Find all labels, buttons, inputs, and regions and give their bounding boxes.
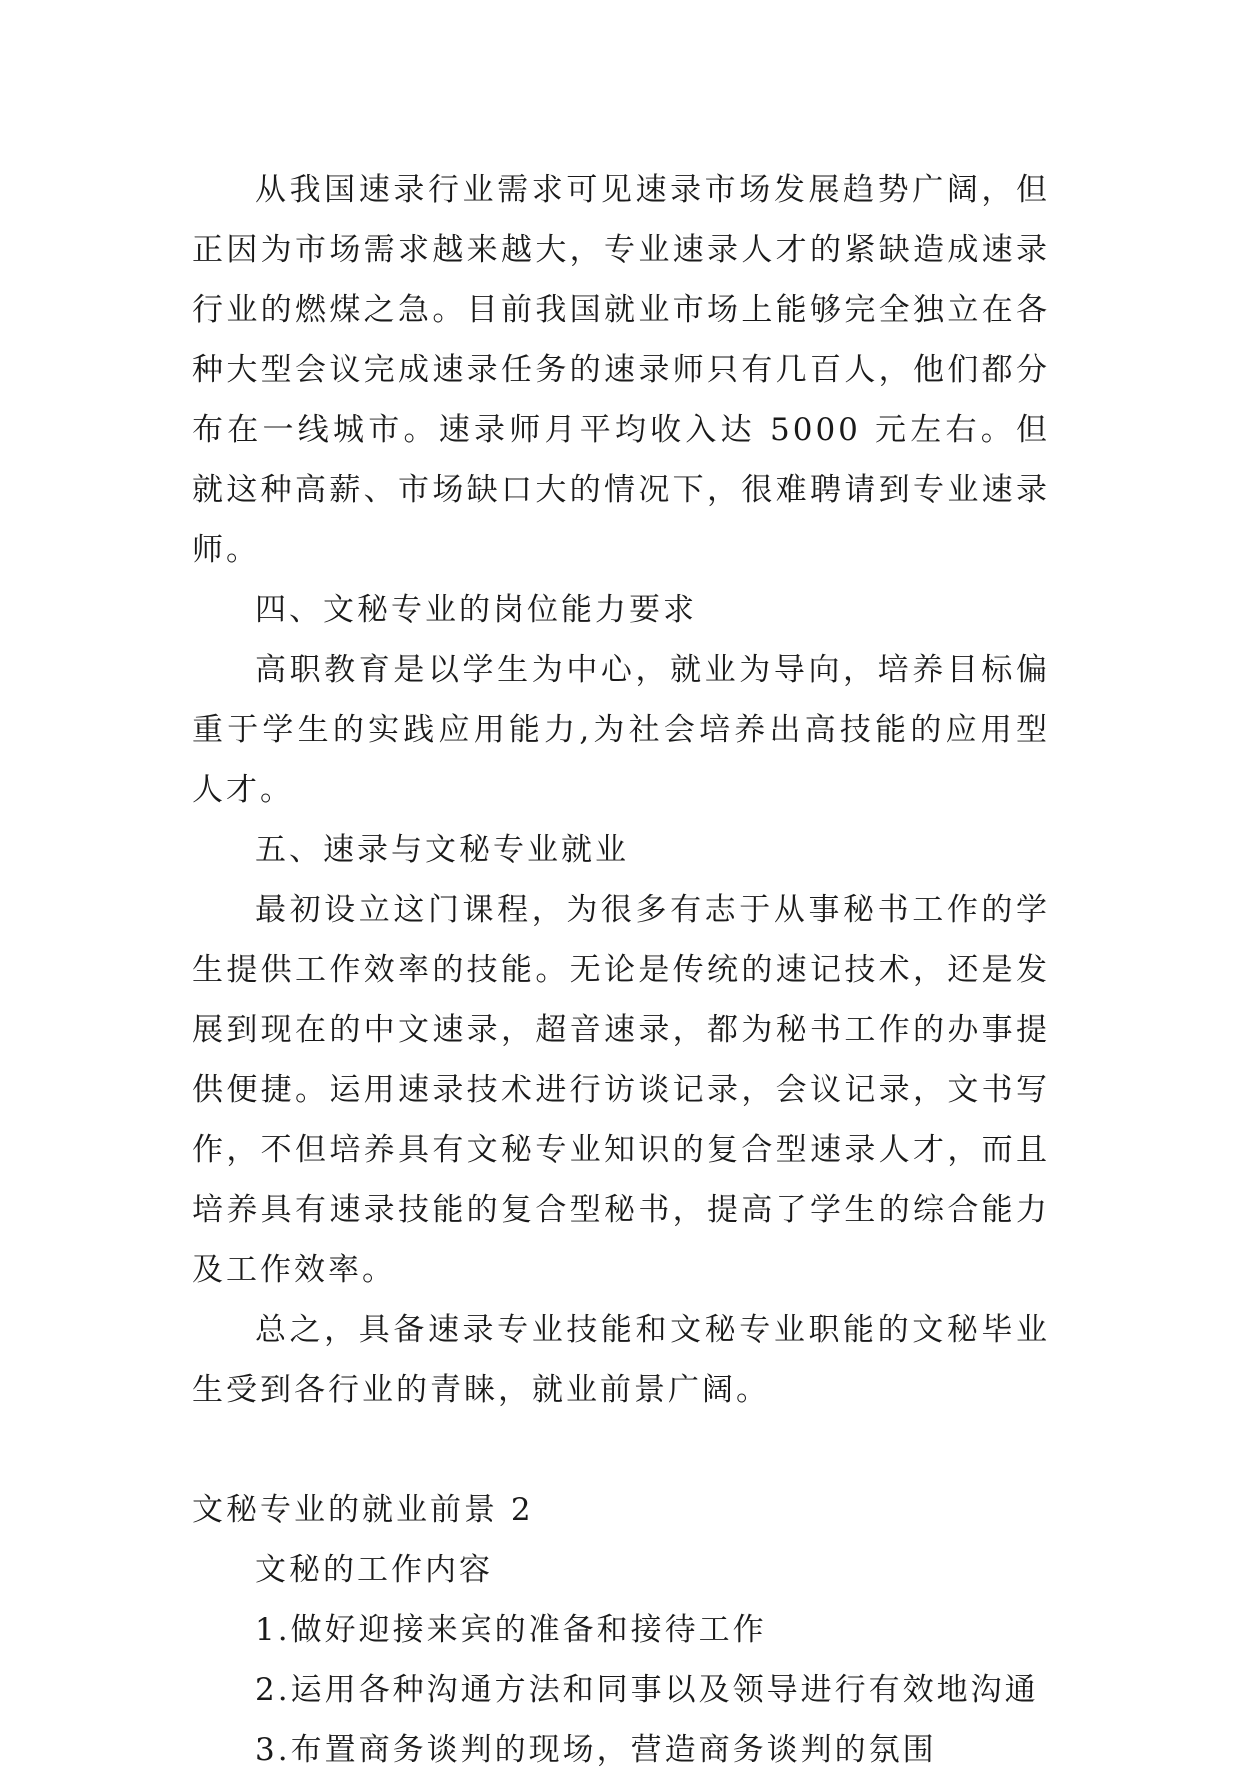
subheading-work-content: 文秘的工作内容	[255, 1552, 493, 1588]
heading-section-5: 五、速录与文秘专业就业	[255, 832, 629, 868]
heading-section-4: 四、文秘专业的岗位能力要求	[255, 592, 697, 628]
list-item: 2.运用各种沟通方法和同事以及领导进行有效地沟通	[255, 1672, 1039, 1708]
list-item: 3.布置商务谈判的现场，营造商务谈判的氛围	[255, 1732, 937, 1768]
paragraph-course-origin: 最初设立这门课程，为很多有志于从事秘书工作的学生提供工作效率的技能。无论是传统的速记技术，还是发展到现在的中文速录，超音速录，都为秘书工作的办事提供便捷。运用速录技术进行访谈记录，会议记录，文书写作，不但培养具有文秘专业知识的复合型速录人才，而且培养具有速录技能的复合型秘书，提高了学生的综合能力及工作效率。	[192, 892, 1050, 1288]
list-item: 1.做好迎接来宾的准备和接待工作	[255, 1612, 767, 1648]
document-body	[192, 160, 1050, 1780]
work-content-list	[192, 1600, 1050, 1780]
paragraph-conclusion: 总之，具备速录专业技能和文秘专业职能的文秘毕业生受到各行业的青睐，就业前景广阔。	[192, 1312, 1050, 1408]
section-title: 文秘专业的就业前景 2	[192, 1492, 534, 1528]
paragraph-market-demand: 从我国速录行业需求可见速录市场发展趋势广阔，但正因为市场需求越来越大，专业速录人才的紧缺造成速录行业的燃煤之急。目前我国就业市场上能够完全独立在各种大型会议完成速录任务的速录师只有几百人，他们都分布在一线城市。速录师月平均收入达 5000 元左右。但就这种高薪、市场缺口大的情况下，很难聘请到专业速录师。	[192, 172, 1050, 568]
paragraph-vocational-education: 高职教育是以学生为中心，就业为导向，培养目标偏重于学生的实践应用能力,为社会培养出高技能的应用型人才。	[192, 652, 1050, 808]
